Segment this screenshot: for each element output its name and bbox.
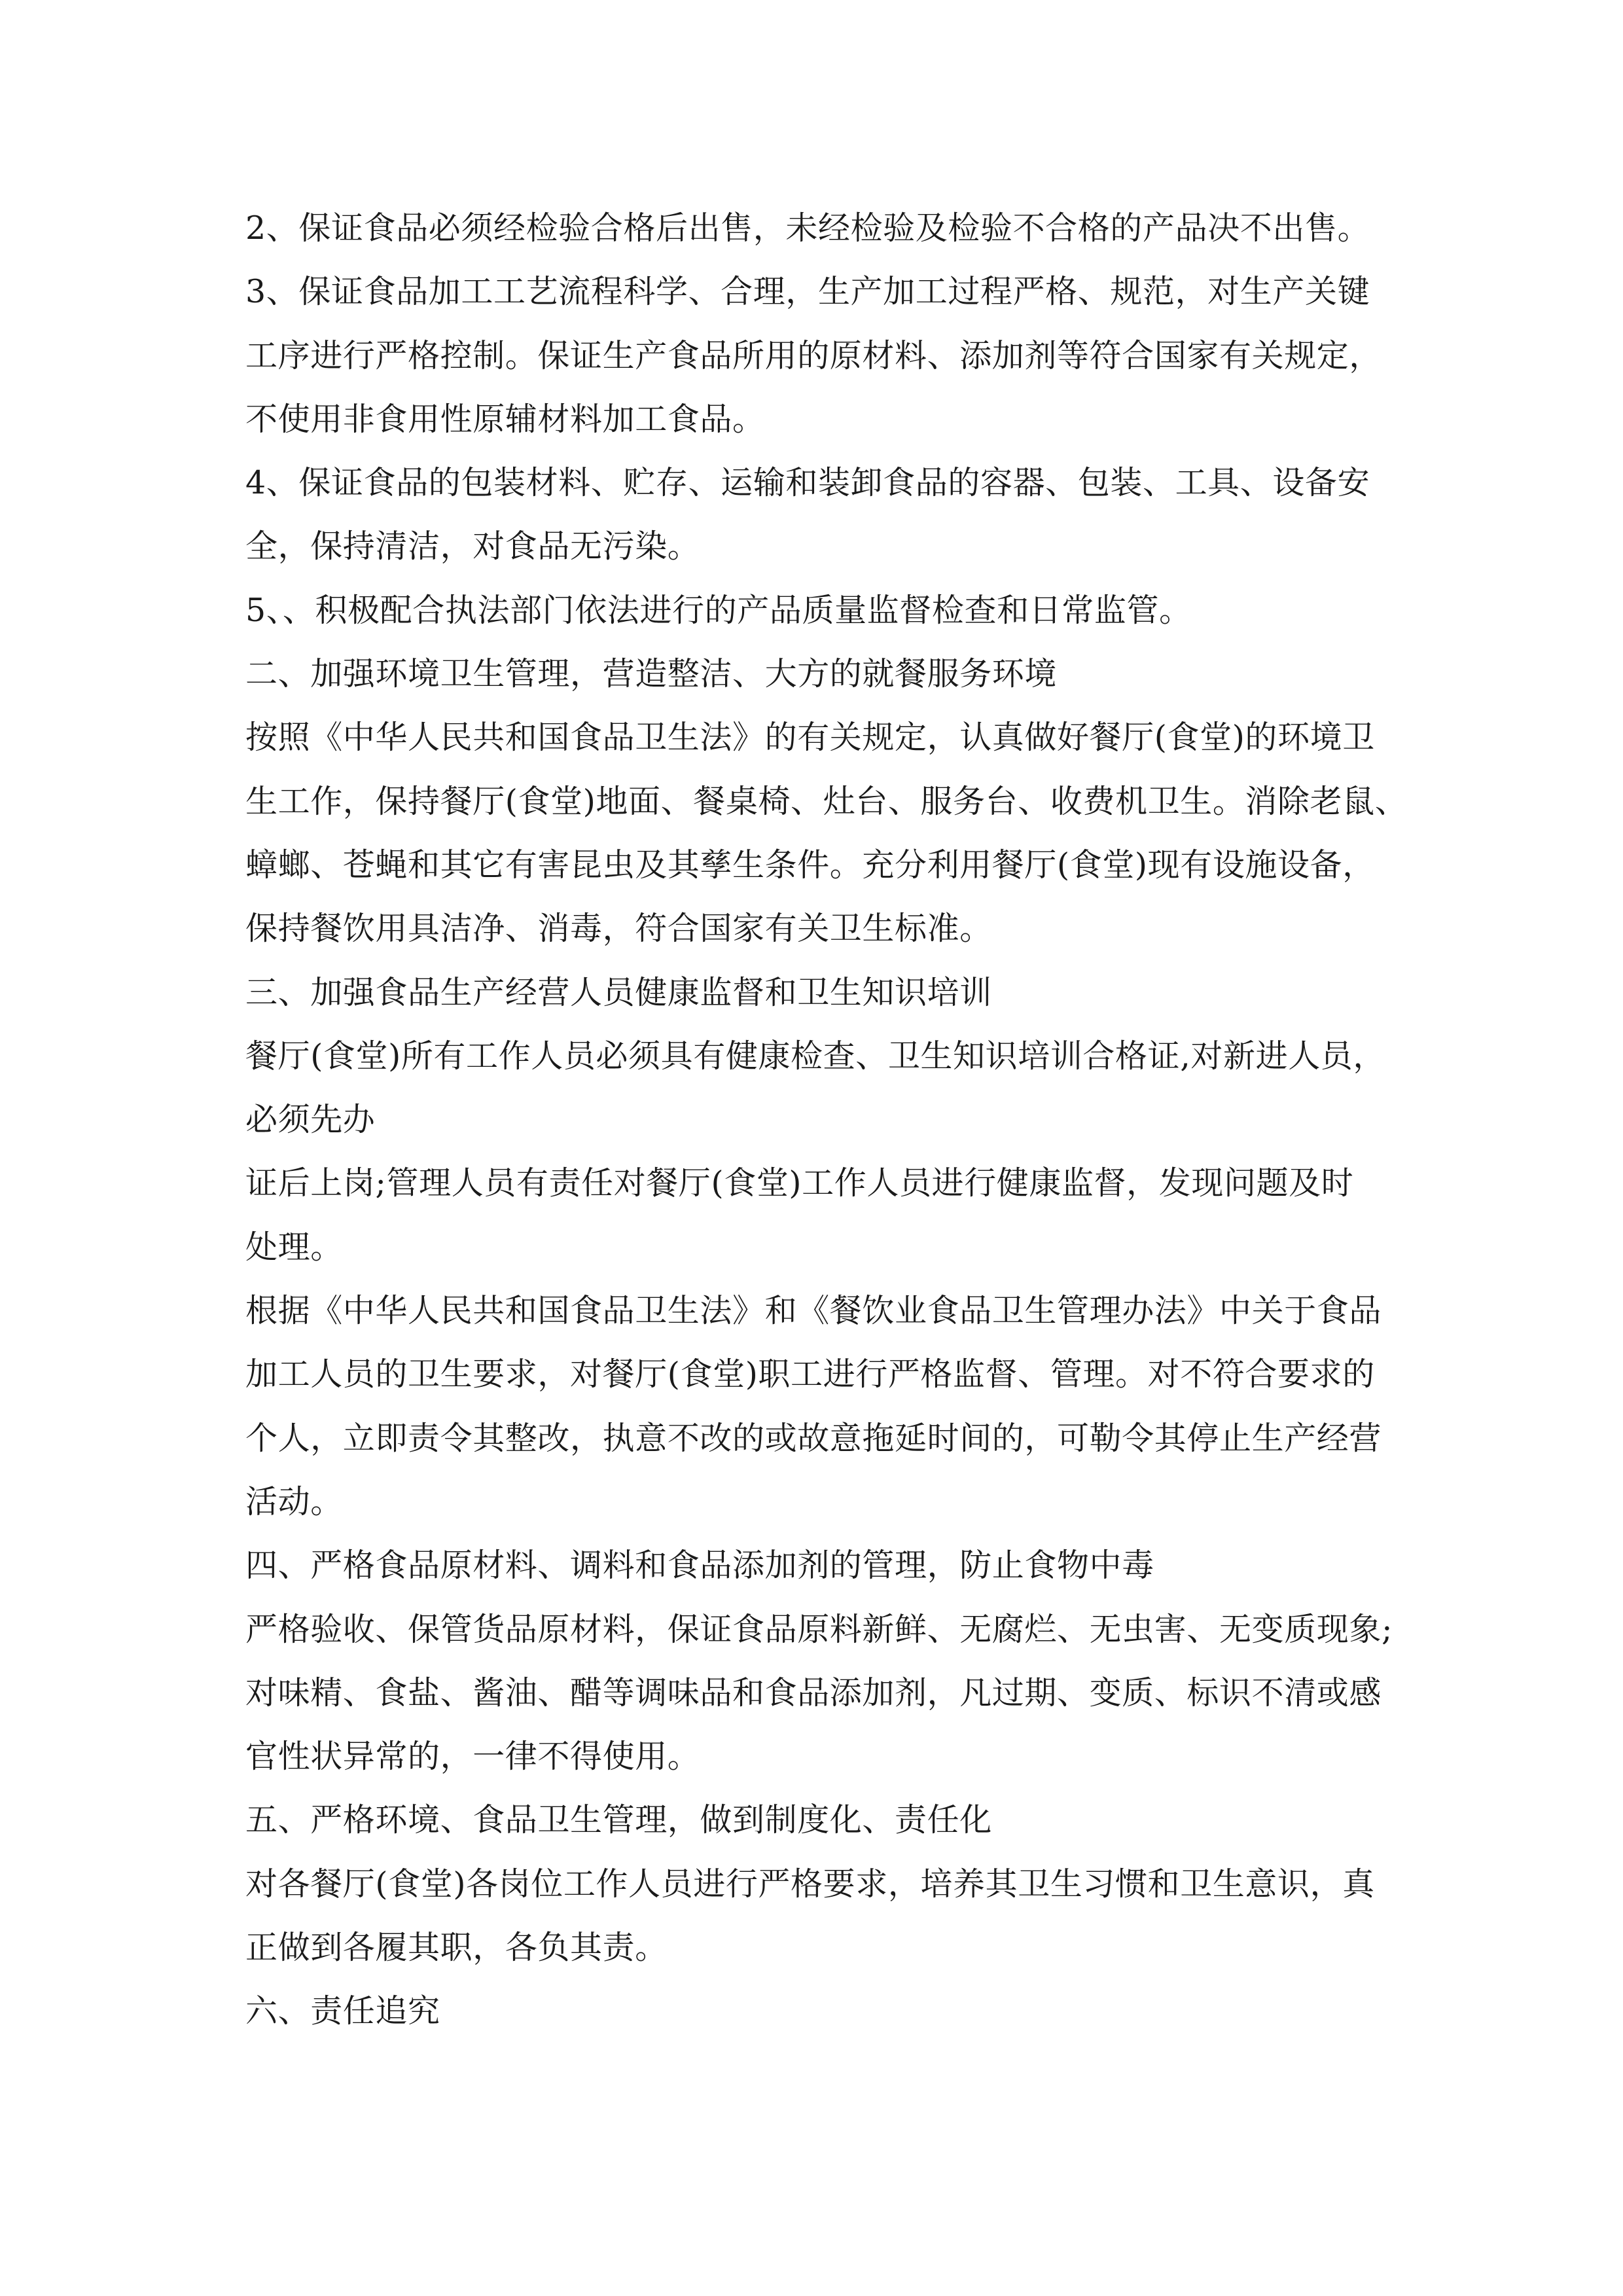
section-3-para2-line-1: 证后上岗;管理人员有责任对餐厅(食堂)工作人员进行健康监督，发现问题及时 [245,1164,1354,1202]
section-4-para-line-2: 对味精、食盐、酱油、醋等调味品和食品添加剂，凡过期、变质、标识不清或感 [245,1674,1382,1712]
item-4-line-2: 全，保持清洁，对食品无污染。 [245,528,700,565]
section-3-para-line-2: 必须先办 [245,1101,376,1139]
section-3-para2-line-2: 处理。 [245,1228,343,1266]
section-2-para-line-2: 生工作，保持餐厅(食堂)地面、餐桌椅、灶台、服务台、收费机卫生。消除老鼠、 [245,782,1408,820]
section-3-para3-line-4: 活动。 [245,1482,343,1520]
section-3-para3-line-1: 根据《中华人民共和国食品卫生法》和《餐饮业食品卫生管理办法》中关于食品 [245,1292,1382,1330]
section-5-heading: 五、严格环境、食品卫生管理，做到制度化、责任化 [245,1801,992,1839]
section-3-para-line-1: 餐厅(食堂)所有工作人员必须具有健康检查、卫生知识培训合格证,对新进人员， [245,1037,1386,1075]
section-2-para-line-3: 蟑螂、苍蝇和其它有害昆虫及其孳生条件。充分利用餐厅(食堂)现有设施设备， [245,846,1375,884]
section-3-para3-line-2: 加工人员的卫生要求，对餐厅(食堂)职工进行严格监督、管理。对不符合要求的 [245,1355,1375,1393]
section-2-para-line-4: 保持餐饮用具洁净、消毒，符合国家有关卫生标准。 [245,910,992,948]
section-4-heading: 四、严格食品原材料、调料和食品添加剂的管理，防止食物中毒 [245,1547,1154,1585]
section-2-heading: 二、加强环境卫生管理，营造整洁、大方的就餐服务环境 [245,655,1058,693]
section-4-para-line-1: 严格验收、保管货品原材料，保证食品原料新鲜、无腐烂、无虫害、无变质现象; [245,1610,1393,1648]
section-5-para-line-2: 正做到各履其职，各负其责。 [245,1929,668,1967]
section-6-heading: 六、责任追究 [245,1992,440,2030]
document-body [245,196,1408,2043]
section-3-heading: 三、加强食品生产经营人员健康监督和卫生知识培训 [245,973,992,1011]
item-3-line-2: 工序进行严格控制。保证生产食品所用的原材料、添加剂等符合国家有关规定， [245,336,1382,374]
section-4-para-line-3: 官性状异常的，一律不得使用。 [245,1738,700,1776]
item-5-line-1: 5、、积极配合执法部门依法进行的产品质量监督检查和日常监管。 [245,591,1192,629]
section-2-para-line-1: 按照《中华人民共和国食品卫生法》的有关规定，认真做好餐厅(食堂)的环境卫 [245,719,1375,757]
item-4-line-1: 4、保证食品的包装材料、贮存、运输和装卸食品的容器、包装、工具、设备安 [245,464,1370,502]
item-3-line-3: 不使用非食用性原辅材料加工食品。 [245,400,765,438]
item-3-line-1: 3、保证食品加工工艺流程科学、合理，生产加工过程严格、规范，对生产关键 [245,273,1370,311]
item-2-line-1: 2、保证食品必须经检验合格后出售，未经检验及检验不合格的产品决不出售。 [245,209,1370,247]
section-3-para3-line-3: 个人，立即责令其整改，执意不改的或故意拖延时间的，可勒令其停止生产经营 [245,1419,1382,1457]
section-5-para-line-1: 对各餐厅(食堂)各岗位工作人员进行严格要求，培养其卫生习惯和卫生意识，真 [245,1865,1375,1903]
